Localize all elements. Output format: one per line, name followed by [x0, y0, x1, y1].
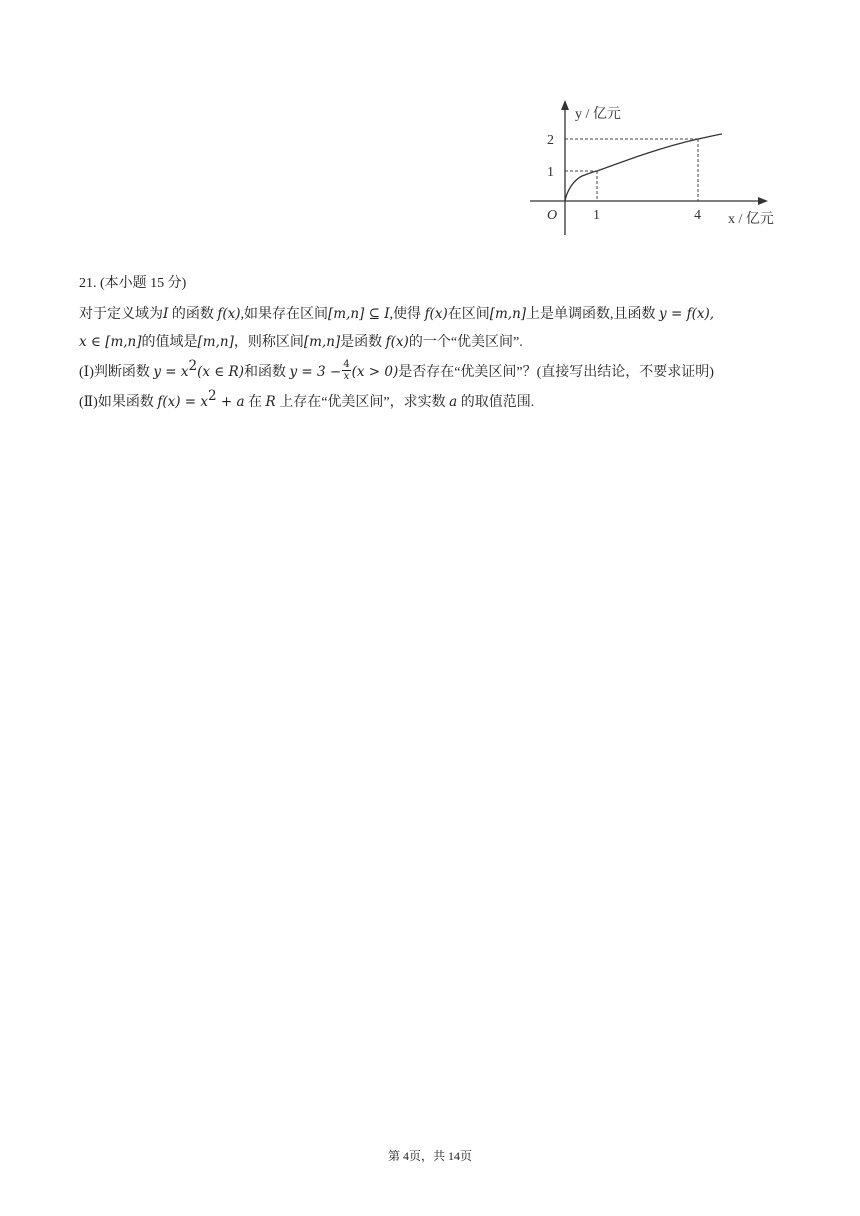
- problem-heading: 21. (本小题 15 分): [79, 276, 187, 291]
- math-exponent: 2: [188, 358, 198, 374]
- math-interval: [m,n]: [197, 334, 234, 350]
- x-axis-arrow-icon: [758, 197, 768, 205]
- fraction-numerator: 4: [343, 359, 350, 371]
- math-plus-a: + a: [216, 394, 245, 410]
- part-1-label: (Ⅰ)判断函数: [79, 365, 154, 380]
- math-domain: (x ∈ R): [197, 364, 244, 380]
- math-fx: f(x): [424, 306, 448, 322]
- problem-line-1: [79, 300, 799, 328]
- math-domain: (x > 0): [351, 364, 399, 380]
- math-interval: [m,n]: [303, 334, 341, 350]
- origin-label: O: [547, 208, 558, 223]
- math-interval: [m,n] ⊆ I: [328, 306, 390, 322]
- problem-line-2: [79, 328, 799, 356]
- text: ，则称区间: [233, 335, 304, 350]
- text: 在区间: [447, 307, 490, 322]
- text: ,如果存在区间: [240, 307, 328, 322]
- math-y-x: y = x: [153, 364, 189, 380]
- text: ,使得: [389, 307, 425, 322]
- y-axis-arrow-icon: [561, 100, 569, 110]
- x-tick-4: 4: [694, 208, 701, 223]
- revenue-graph: [522, 92, 802, 242]
- text: 是函数: [340, 335, 386, 350]
- fraction: [342, 359, 350, 382]
- text: 上是单调函数,且函数: [526, 307, 660, 322]
- text: 的取值范围.: [457, 395, 535, 410]
- math-I: I: [163, 306, 169, 322]
- y-axis-label: y / 亿元: [575, 107, 621, 122]
- text: 的一个“优美区间”.: [408, 335, 523, 350]
- math-y-equals-fx: y = f(x),: [659, 306, 715, 322]
- problem-21: [79, 270, 799, 416]
- math-y-3-minus: y = 3 −: [289, 364, 342, 380]
- text: 和函数: [243, 365, 290, 380]
- part-2: [79, 388, 799, 416]
- y-tick-2: 2: [547, 133, 554, 148]
- page-footer: 第 4页，共 14页: [387, 1149, 472, 1163]
- math-exponent: 2: [208, 388, 217, 404]
- text: 的函数: [168, 307, 218, 322]
- fraction-denominator: x: [343, 371, 350, 383]
- math-fx: f(x): [217, 306, 241, 322]
- text: 的值域是: [141, 335, 198, 350]
- y-tick-1: 1: [547, 165, 554, 180]
- math-fx-x: f(x) = x: [157, 394, 208, 410]
- part-2-label: (Ⅱ)如果函数: [79, 395, 158, 410]
- math-x-in-interval: x ∈ [m,n]: [79, 334, 142, 350]
- x-axis-label: x / 亿元: [728, 212, 774, 227]
- graph-svg: [522, 92, 802, 242]
- text: 是否存在“优美区间”？(直接写出结论，不要求证明): [398, 365, 714, 380]
- math-R: R: [265, 394, 276, 410]
- math-a: a: [449, 394, 458, 410]
- x-tick-1: 1: [593, 208, 600, 223]
- part-1: [79, 358, 799, 386]
- math-fx: f(x): [385, 334, 409, 350]
- text: 在: [244, 395, 266, 410]
- text: 对于定义域为: [79, 307, 163, 322]
- text: 上存在“优美区间”，求实数: [275, 395, 450, 410]
- math-interval: [m,n]: [489, 306, 527, 322]
